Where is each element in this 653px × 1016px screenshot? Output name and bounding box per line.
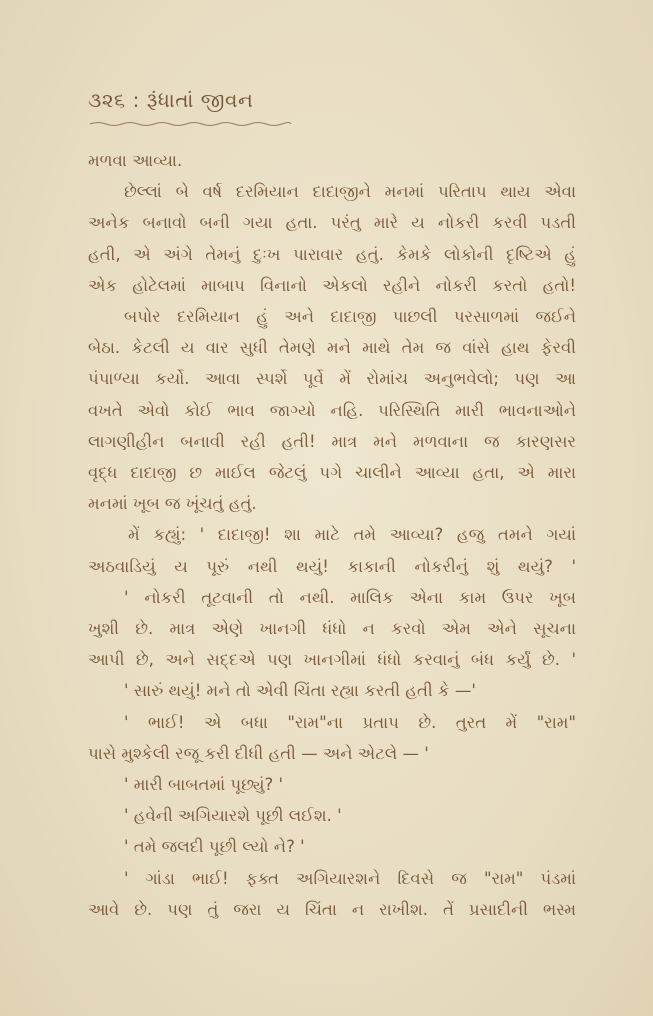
text-line: ખુશી છે. માત્ર એણે ખાનગી ધંધો ન કરવો એમ એને સૂચના: [88, 619, 576, 639]
text-line: લાગણીહીન બનાવી રહી હતી! માત્ર મને મળવાના જ કારણસર: [88, 431, 576, 451]
text-line: એક હોટેલમાં માબાપ વિનાનો એકલો રહીને નોકરી કરતો હતો!: [88, 275, 576, 295]
text-line: અનેક બનાવો બની ગયા હતા. પરંતુ મારે ય નોકરી કરવી પડતી: [88, 213, 576, 233]
page-header: ૩૨૬ : રૂંધાતાં જીવન: [88, 88, 254, 112]
text-line: ' ગાંડા ભાઈ! ફક્ત અગિયારશને દિવસે જ "રામ" પંડમાં: [124, 868, 576, 888]
text-line: ' ભાઈ! એ બધા "રામ"ના પ્રતાપ છે. તુરત મેં "રામ": [124, 712, 576, 732]
text-line: અઠવાડિયું ય પૂરું નથી થયું! કાકાની નોકરીનું શું થયું? ': [88, 556, 576, 576]
text-line: ' સારું થયું! મને તો એવી ચિંતા રહ્યા કરતી હતી કે —': [124, 681, 476, 701]
text-line: હતી, એ અંગે તેમનું દુઃખ પારાવાર હતું. કેમકે લોકોની દૃષ્ટિએ હું: [88, 244, 576, 264]
text-line: આપી છે, અને સદ્દએ પણ ખાનગીમાં ધંધો કરવાનું બંધ કર્યું છે. ': [88, 650, 576, 670]
text-line: મળવા આવ્યા.: [88, 151, 183, 170]
text-line: વૃદ્ધ દાદાજી છ માઈલ જેટલું પગે ચાલીને આવ્યા હતા, એ મારા: [88, 463, 576, 483]
text-line: ' હવેની અગિયારશે પૂછી લઈશ. ': [124, 806, 342, 826]
text-line: બેઠા. કેટલી ય વાર સુધી તેમણે મને માથે તેમ જ વાંસે હાથ ફેરવી: [88, 338, 576, 358]
text-line: બપોર દરમિયાન હું અને દાદાજી પાછલી પરસાળમાં જઈને: [124, 307, 576, 327]
header-decorative-rule: [88, 120, 293, 128]
text-line: ' નોકરી તૂટવાની તો નથી. માલિક એના કામ ઉપર ખૂબ: [124, 587, 576, 607]
body-text: [88, 145, 576, 925]
text-line: આવે છે. પણ તું જરા ય ચિંતા ન રાખીશ. તેં પ્રસાદીની ભસ્મ: [88, 899, 576, 919]
text-line: ' તમે જલદી પૂછી લ્યો ને? ': [124, 837, 305, 857]
text-line: ' મારી બાબતમાં પૂછ્યું? ': [124, 775, 284, 795]
text-line: વખતે એવો કોઈ ભાવ જાગ્યો નહિ. પરિસ્થિતિ મારી ભાવનાઓને: [88, 400, 576, 420]
text-line: મનમાં ખૂબ જ ખૂંચતું હતું.: [88, 494, 257, 514]
text-line: છેલ્લાં બે વર્ષ દરમિયાન દાદાજીને મનમાં પરિતાપ થાય એવા: [124, 182, 576, 202]
text-line: પંપાળ્યા કર્યો. આવા સ્પર્શે પૂર્વે મેં રોમાંચ અનુભવેલો; પણ આ: [88, 369, 576, 389]
text-line: પાસે મુશ્કેલી રજૂ કરી દીધી હતી — અને એટલે — ': [88, 743, 429, 763]
text-line: મેં કહ્યું: ' દાદાજી! શા માટે તમે આવ્યા? હજુ તમને ગયાં: [128, 525, 576, 545]
